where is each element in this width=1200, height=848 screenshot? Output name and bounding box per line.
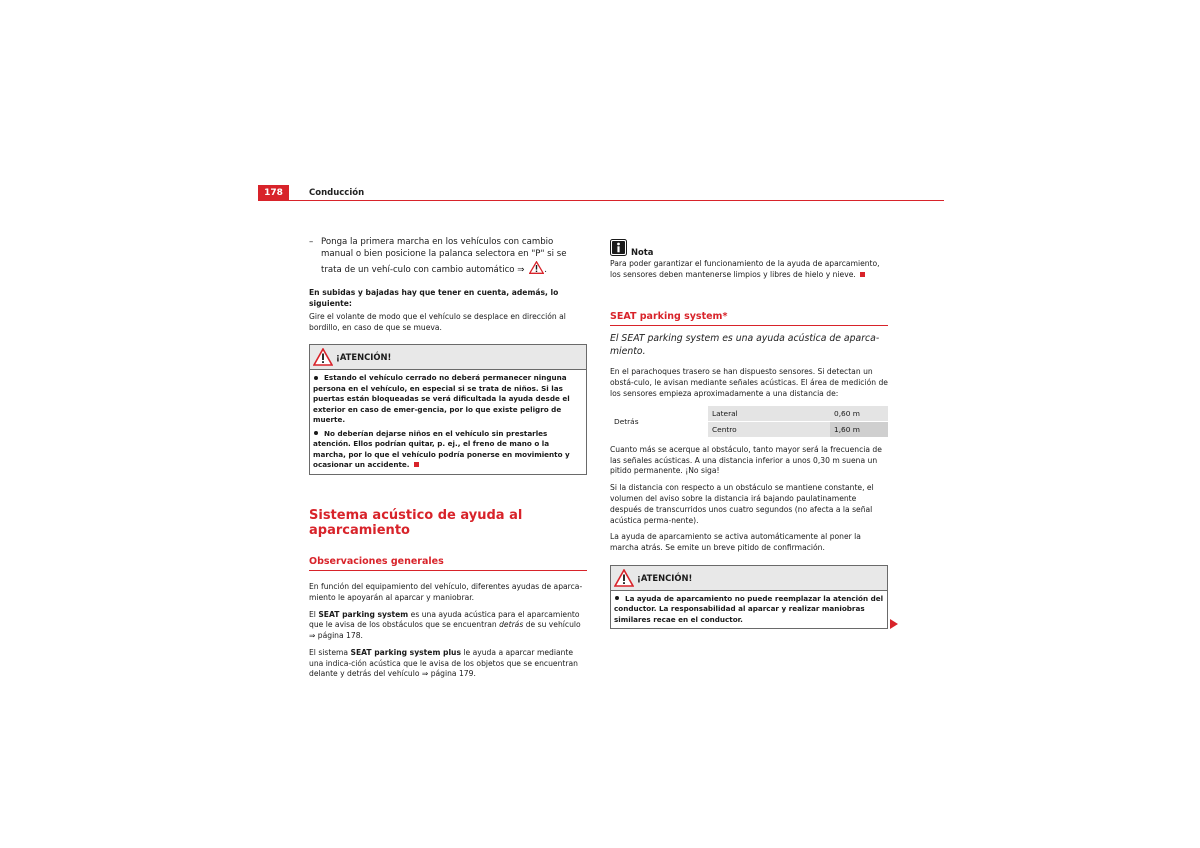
page-link[interactable]: ⇒ página 178. bbox=[309, 631, 363, 641]
note-title: Nota bbox=[631, 247, 654, 257]
product-name: SEAT parking system bbox=[318, 609, 409, 619]
text-run: El sistema bbox=[309, 647, 351, 657]
subsection-rule bbox=[309, 570, 587, 571]
table-group-cell: Detrás bbox=[610, 406, 708, 438]
bullet-icon bbox=[314, 376, 318, 380]
dash-marker: – bbox=[309, 237, 314, 247]
warning-item-text: La ayuda de aparcamiento no puede reemplazar la atención del conductor. La responsabilidad al aparcar y realizar maniobras similares recae en el conductor. bbox=[614, 593, 884, 624]
warning-item-text: No deberían dejarse niños en el vehículo sin prestarles atención. Ellos podrían quitar, p. ej., el freno de mano o la marcha, por lo que el vehículo podría ponerse en movimiento y ocasionar un accidente. bbox=[313, 428, 570, 470]
note-text: Para poder garantizar el funcionamiento de la ayuda de aparcamiento, los sensores deben mantenerse limpios y libres de hielo y nieve. bbox=[610, 259, 880, 279]
text-run: es una ayuda acústica para el aparcamiento que le avisa de los obstáculos que se encuentran bbox=[309, 609, 580, 630]
warning-header bbox=[310, 345, 586, 370]
text-run: El bbox=[309, 609, 319, 619]
warning-title: ¡ATENCIÓN! bbox=[637, 572, 693, 583]
dash-item-text: Ponga la primera marcha en los vehículos con cambio manual o bien posicione la palanca selectora en "P" si se trata de un vehí-culo con cambio automático ⇒ bbox=[321, 237, 567, 275]
section-title: Sistema acústico de ayuda al aparcamiento bbox=[309, 507, 523, 538]
table-value-cell: 1,60 m bbox=[830, 421, 888, 437]
end-of-section-icon bbox=[414, 462, 419, 467]
left-column bbox=[309, 236, 587, 680]
dash-item-text-wrap bbox=[321, 236, 587, 276]
warning-item bbox=[313, 429, 583, 471]
text-run: le ayuda a aparcar mediante una indica-ción acústica que le avisa de los objetos que se encuentran delante y detrás del vehículo ⇒ página 179. bbox=[309, 647, 578, 679]
text-run: de su vehículo bbox=[523, 620, 581, 630]
table-value-cell: 0,60 m bbox=[830, 406, 888, 422]
paragraph: Si la distancia con respecto a un obstáculo se mantiene constante, el volumen del aviso sobre la distancia irá bajando paulatinamente después de transcurridos unos cuatro segundos (no afecta a la señal acústica perma-nente). bbox=[610, 483, 874, 525]
warning-triangle-icon bbox=[614, 569, 634, 587]
paragraph bbox=[309, 648, 587, 680]
bullet-icon bbox=[615, 596, 619, 600]
lead-text: El SEAT parking system es una ayuda acústica de aparca-miento. bbox=[610, 332, 880, 357]
paragraph: En función del equipamiento del vehículo, diferentes ayudas de aparca-miento le apoyarán al aparcar y maniobrar. bbox=[309, 581, 583, 602]
subsection-title: Observaciones generales bbox=[309, 555, 444, 567]
warning-header bbox=[611, 566, 887, 591]
product-name: SEAT parking system plus bbox=[350, 647, 461, 657]
paragraph: La ayuda de aparcamiento se activa automáticamente al poner la marcha atrás. Se emite un breve pitido de confirmación. bbox=[610, 532, 861, 553]
chapter-title: Conducción bbox=[309, 188, 365, 198]
dash-item-end: . bbox=[544, 264, 547, 275]
table-label-cell: Lateral bbox=[708, 406, 830, 422]
page-number: 178 bbox=[258, 185, 289, 201]
paragraph: En el parachoques trasero se han dispuesto sensores. Si detectan un obstá-culo, le avisan mediante señales acústicas. El área de medición de los sensores empieza aproximadamente a una distancia de: bbox=[610, 367, 888, 398]
emphasis: detrás bbox=[499, 620, 524, 630]
continue-arrow-icon bbox=[890, 619, 898, 629]
slope-text: Gire el volante de modo que el vehículo se desplace en dirección al bordillo, en caso de que se mueva. bbox=[309, 311, 566, 332]
info-icon bbox=[610, 239, 627, 256]
warning-body bbox=[310, 370, 586, 474]
warning-title: ¡ATENCIÓN! bbox=[336, 352, 392, 363]
slope-heading: En subidas y bajadas hay que tener en cuenta, además, lo siguiente: bbox=[309, 288, 559, 309]
note-text-wrap bbox=[610, 259, 888, 281]
bullet-icon bbox=[314, 431, 318, 435]
dash-list-item bbox=[309, 236, 587, 276]
subsection-title: SEAT parking system* bbox=[610, 310, 728, 322]
warning-item bbox=[614, 594, 884, 626]
paragraph bbox=[309, 610, 587, 642]
right-column bbox=[610, 238, 888, 629]
warning-box-right bbox=[610, 565, 888, 630]
end-of-section-icon bbox=[860, 272, 865, 277]
header-rule bbox=[258, 200, 944, 201]
warning-box-left bbox=[309, 344, 587, 475]
warning-item bbox=[313, 373, 583, 426]
subsection-rule bbox=[610, 325, 888, 326]
distance-table bbox=[610, 406, 888, 438]
warning-triangle-icon bbox=[313, 348, 333, 366]
paragraph: Cuanto más se acerque al obstáculo, tanto mayor será la frecuencia de las señales acústicas. A una distancia inferior a unos 0,30 m suena un pitido permanente. ¡No siga! bbox=[610, 444, 882, 476]
warning-item-text: Estando el vehículo cerrado no deberá permanecer ninguna persona en el vehículo, en especial si se trata de niños. Si las puertas están bloqueadas se verá dificultada la ayuda desde el exterior en caso de emer-gencia, por lo que existe peligro de muerte. bbox=[313, 373, 570, 425]
table-label-cell: Centro bbox=[708, 421, 830, 437]
warning-triangle-icon bbox=[529, 261, 544, 274]
table-row bbox=[610, 406, 888, 422]
warning-body bbox=[611, 591, 887, 629]
note-header bbox=[610, 238, 888, 256]
